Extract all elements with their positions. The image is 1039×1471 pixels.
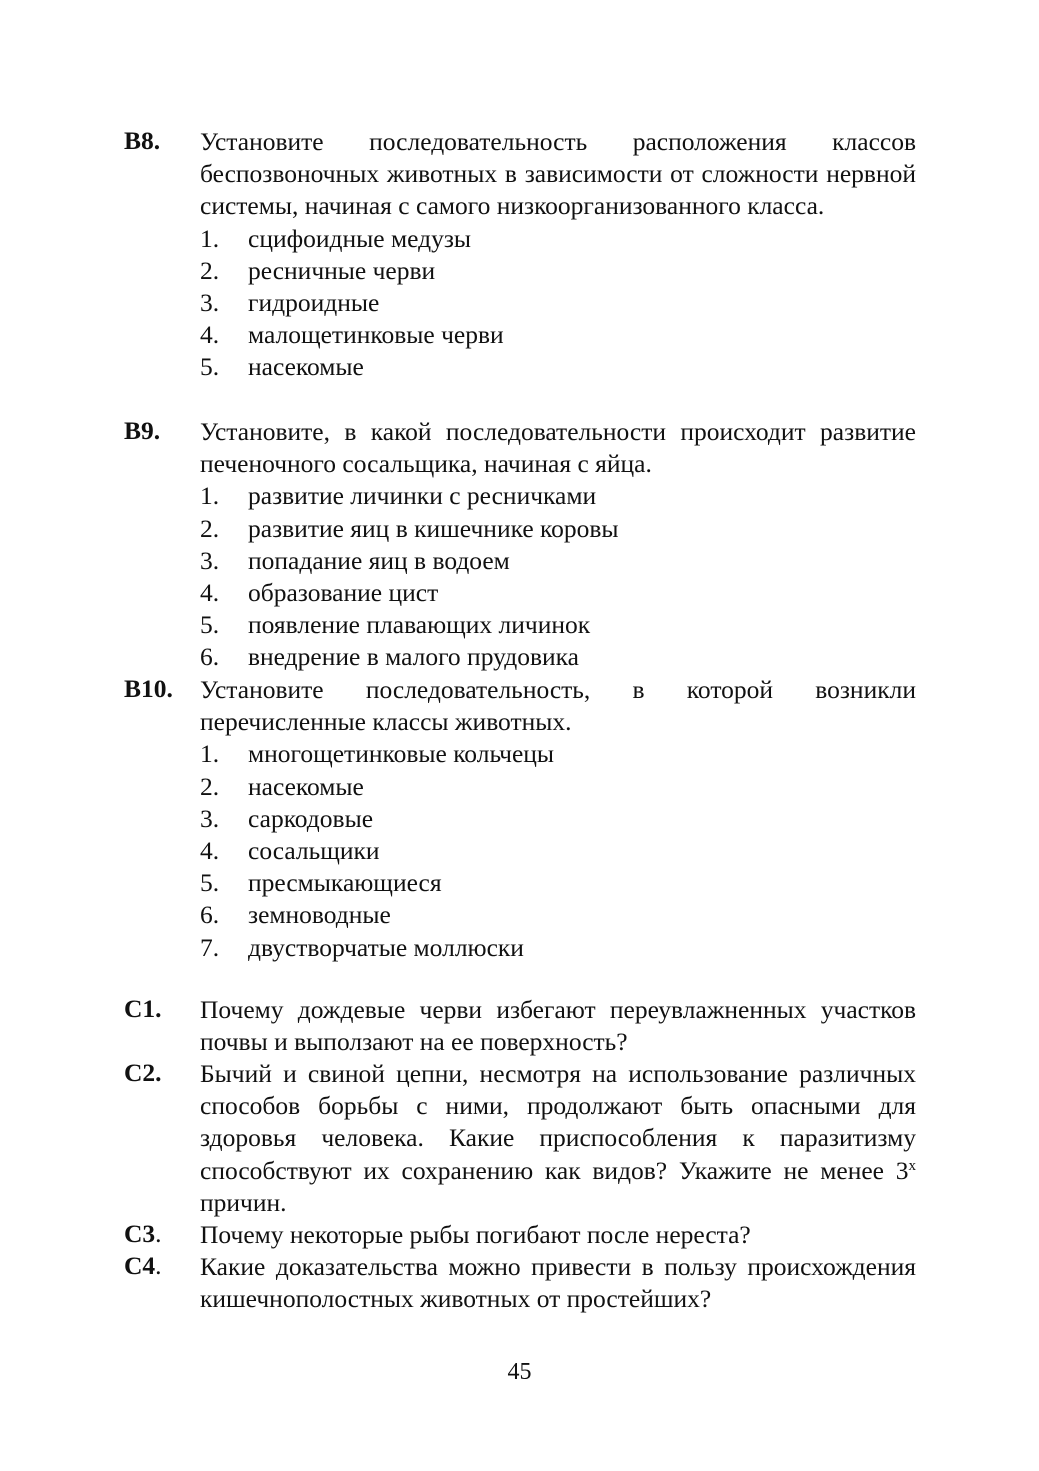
question-label: B8. <box>124 126 161 155</box>
question-text: Установите последовательность, в которой возникли перечисленные классы животных. <box>200 675 916 737</box>
list-item <box>200 835 916 867</box>
option-text: ресничные черви <box>248 255 436 285</box>
option-text: гидроидные <box>248 287 380 317</box>
option-text: насекомые <box>248 771 364 801</box>
question-text: Почему некоторые рыбы погибают после нереста? <box>200 1220 751 1249</box>
option-number: 2. <box>200 255 220 285</box>
question-text-end: причин. <box>200 1187 287 1217</box>
question-text: Установите, в какой последовательности происходит развитие печеночного сосальщика, начиная с яйца. <box>200 417 916 479</box>
question-label: B9. <box>124 416 161 445</box>
list-item <box>200 803 916 835</box>
list-item <box>200 223 916 255</box>
option-number: 3. <box>200 803 220 833</box>
option-number: 1. <box>200 739 220 769</box>
option-text: многощетинковые кольчецы <box>248 739 555 769</box>
question-c4 <box>124 1251 916 1315</box>
list-item <box>200 867 916 899</box>
option-text: сцифоидные медузы <box>248 223 472 253</box>
question-c3 <box>124 1219 916 1251</box>
question-b9 <box>124 416 916 674</box>
question-label-dot: . <box>155 1219 162 1248</box>
list-item <box>200 351 916 383</box>
question-b8 <box>124 126 916 384</box>
option-number: 4. <box>200 320 220 350</box>
option-number: 2. <box>200 513 220 543</box>
question-label <box>124 1251 162 1281</box>
list-item <box>200 545 916 577</box>
list-item <box>200 255 916 287</box>
option-number: 6. <box>200 900 220 930</box>
question-text <box>200 1058 916 1219</box>
question-b10 <box>124 674 916 964</box>
page-number: 45 <box>507 1359 532 1385</box>
list-item <box>200 577 916 609</box>
list-item <box>200 287 916 319</box>
list-item <box>200 899 916 931</box>
list-item <box>200 738 916 770</box>
option-text: двустворчатые моллюски <box>248 932 524 962</box>
option-text: сосальщики <box>248 835 380 865</box>
question-label-text: C3 <box>124 1219 156 1248</box>
question-label: C2. <box>124 1058 162 1087</box>
option-number: 4. <box>200 577 220 607</box>
option-text: земноводные <box>248 900 391 930</box>
question-label: B10. <box>124 674 173 703</box>
question-label: C1. <box>124 994 162 1023</box>
option-text: малощетинковые черви <box>248 320 504 350</box>
options-list <box>200 738 916 963</box>
question-text: Какие доказательства можно привести в пользу происхождения кишечнополостных животных от простейших? <box>200 1252 916 1314</box>
option-text: пресмыкающиеся <box>248 868 442 898</box>
option-number: 6. <box>200 642 220 672</box>
list-item <box>200 641 916 673</box>
question-label-dot: . <box>155 1251 162 1280</box>
option-text: попадание яиц в водоем <box>248 545 510 575</box>
option-text: развитие личинки с ресничками <box>248 481 597 511</box>
question-c2 <box>124 1058 916 1219</box>
question-text: Почему дождевые черви избегают переувлажненных участков почвы и выползают на ее поверхность? <box>200 995 916 1057</box>
option-text: саркодовые <box>248 803 374 833</box>
list-item <box>200 319 916 351</box>
question-label <box>124 1219 162 1249</box>
option-number: 1. <box>200 481 220 511</box>
list-item <box>200 480 916 512</box>
option-number: 1. <box>200 223 220 253</box>
options-list <box>200 480 916 673</box>
question-text: Установите последовательность расположения классов беспозвоночных животных в зависимости от сложности нервной системы, начиная с самого низкоорганизованного класса. <box>200 127 916 221</box>
option-number: 5. <box>200 868 220 898</box>
options-list <box>200 223 916 384</box>
option-text: внедрение в малого прудовика <box>248 642 579 672</box>
option-text: развитие яиц в кишечнике коровы <box>248 513 619 543</box>
option-number: 4. <box>200 835 220 865</box>
option-text: насекомые <box>248 352 364 382</box>
superscript: х <box>908 1157 916 1174</box>
question-text-main: Бычий и свиной цепни, несмотря на использование различных способов борьбы с ними, продолжают быть опасными для здоровья человека. Какие приспособления к паразитизму способствуют их сохранению как видов? Укажите не менее 3 <box>200 1059 916 1185</box>
option-number: 7. <box>200 932 220 962</box>
option-text: появление плавающих личинок <box>248 610 591 640</box>
list-item <box>200 609 916 641</box>
option-number: 5. <box>200 352 220 382</box>
question-label-text: C4 <box>124 1251 156 1280</box>
list-item <box>200 932 916 964</box>
list-item <box>200 771 916 803</box>
list-item <box>200 513 916 545</box>
option-number: 3. <box>200 287 220 317</box>
option-text: образование цист <box>248 577 439 607</box>
option-number: 2. <box>200 771 220 801</box>
question-c1 <box>124 994 916 1058</box>
option-number: 5. <box>200 610 220 640</box>
option-number: 3. <box>200 545 220 575</box>
